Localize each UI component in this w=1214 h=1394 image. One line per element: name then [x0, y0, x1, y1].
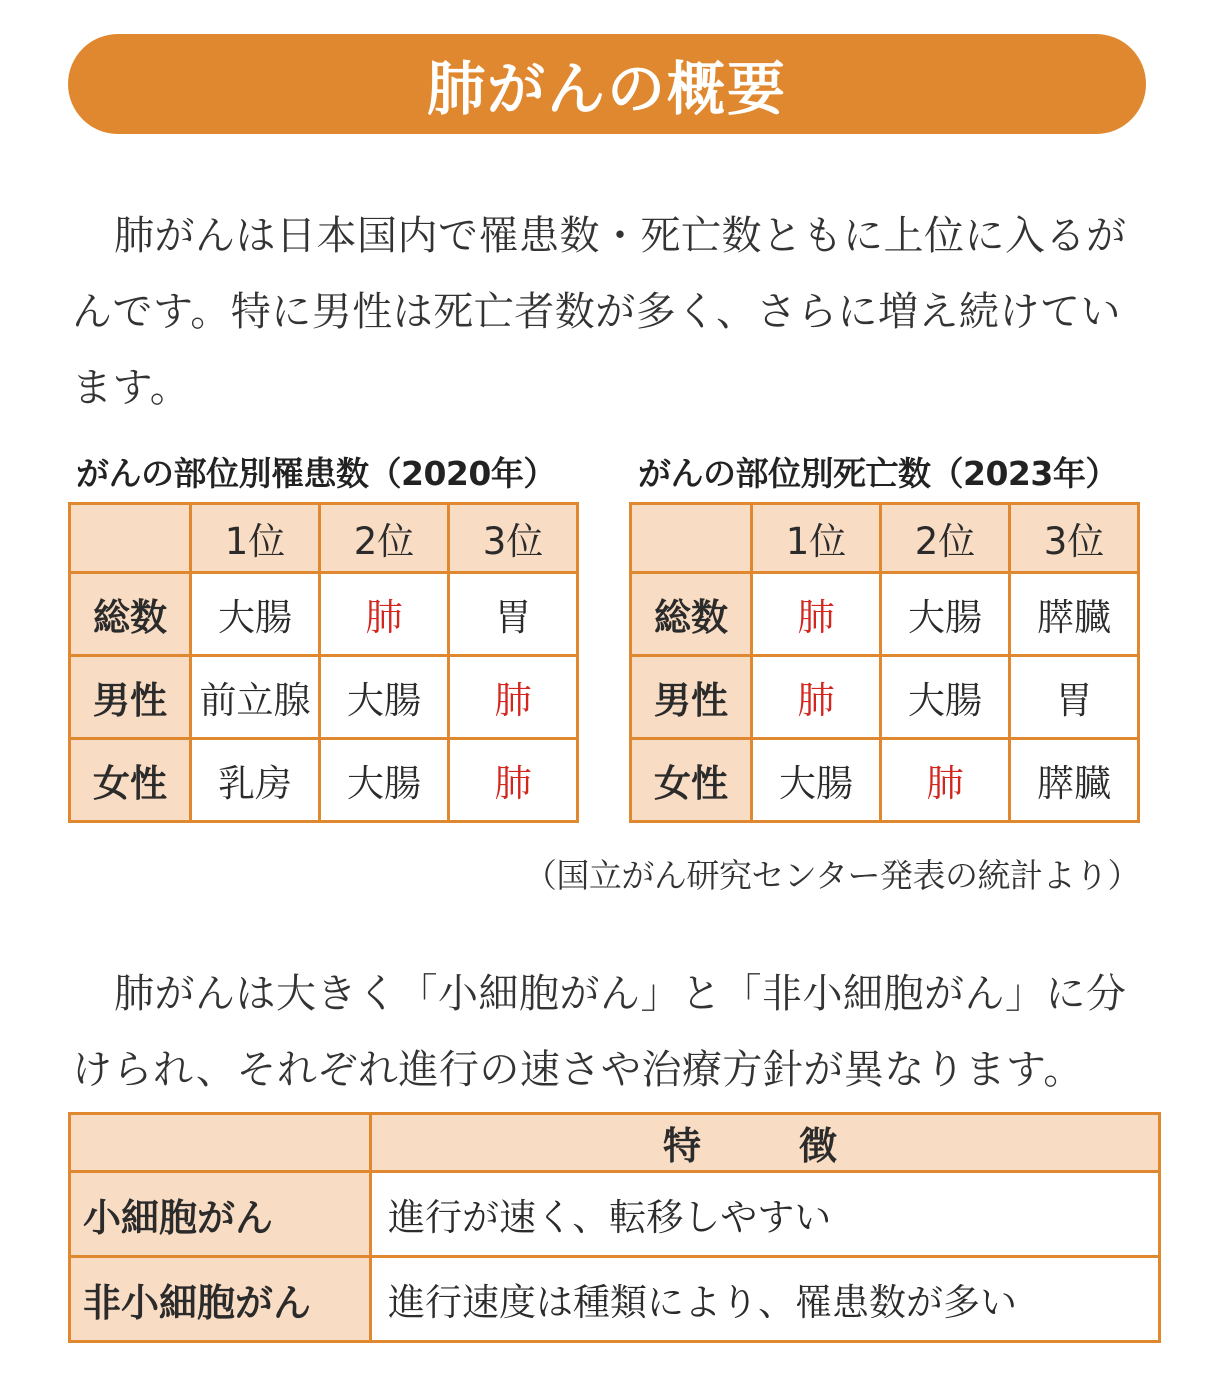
table-cell: 肺 [881, 739, 1010, 822]
table-cell: 胃 [1010, 656, 1139, 739]
table-cell: 肺 [449, 739, 578, 822]
source-note: （国立がん研究センター発表の統計より） [523, 856, 1140, 895]
table-cell: 胃 [449, 573, 578, 656]
corner-cell [70, 1114, 371, 1172]
table-cell: 大腸 [881, 573, 1010, 656]
row-header: 女性 [631, 739, 752, 822]
table-header-row [70, 504, 578, 573]
intro-paragraph: 肺がんは日本国内で罹患数・死亡数ともに上位に入るがんです。特に男性は死亡者数が多く、さらに増え続けています。 [72, 213, 1127, 411]
table-row [70, 739, 578, 822]
table-row [631, 656, 1139, 739]
title-banner [68, 34, 1146, 134]
table-cell: 大腸 [320, 656, 449, 739]
mortality-table [629, 502, 1140, 823]
column-header: 2位 [320, 504, 449, 573]
table-cell: 大腸 [320, 739, 449, 822]
table-cell: 肺 [752, 573, 881, 656]
page-title: 肺がんの概要 [426, 55, 787, 123]
mortality-table-title: がんの部位別死亡数（2023年） [638, 454, 1118, 493]
column-header: 1位 [191, 504, 320, 573]
corner-cell [631, 504, 752, 573]
table-cell: 肺 [449, 656, 578, 739]
row-header: 女性 [70, 739, 191, 822]
table-row [631, 573, 1139, 656]
table-row [70, 1172, 1160, 1257]
row-header: 総数 [631, 573, 752, 656]
table-cell: 肺 [320, 573, 449, 656]
table-header-row [631, 504, 1139, 573]
row-header: 男性 [70, 656, 191, 739]
feature-column-header: 特 徴 [371, 1114, 1160, 1172]
column-header: 2位 [881, 504, 1010, 573]
table-row [70, 656, 578, 739]
table-cell: 前立腺 [191, 656, 320, 739]
table-cell: 肺 [752, 656, 881, 739]
type-name: 非小細胞がん [70, 1257, 371, 1342]
corner-cell [70, 504, 191, 573]
table-cell: 膵臓 [1010, 739, 1139, 822]
type-name: 小細胞がん [70, 1172, 371, 1257]
table-cell: 膵臓 [1010, 573, 1139, 656]
table-row [631, 739, 1139, 822]
column-header: 3位 [1010, 504, 1139, 573]
row-header: 男性 [631, 656, 752, 739]
type-feature: 進行速度は種類により、罹患数が多い [371, 1257, 1160, 1342]
cancer-types-table [68, 1112, 1161, 1343]
table-cell: 乳房 [191, 739, 320, 822]
incidence-table-title: がんの部位別罹患数（2020年） [76, 454, 556, 493]
table-header-row [70, 1114, 1160, 1172]
types-paragraph: 肺がんは大きく「小細胞がん」と「非小細胞がん」に分けられ、それぞれ進行の速さや治療方針が異なります。 [72, 971, 1127, 1093]
column-header: 3位 [449, 504, 578, 573]
type-feature: 進行が速く、転移しやすい [371, 1172, 1160, 1257]
column-header: 1位 [752, 504, 881, 573]
table-cell: 大腸 [191, 573, 320, 656]
table-row [70, 573, 578, 656]
row-header: 総数 [70, 573, 191, 656]
table-row [70, 1257, 1160, 1342]
table-cell: 大腸 [752, 739, 881, 822]
incidence-table [68, 502, 579, 823]
table-cell: 大腸 [881, 656, 1010, 739]
